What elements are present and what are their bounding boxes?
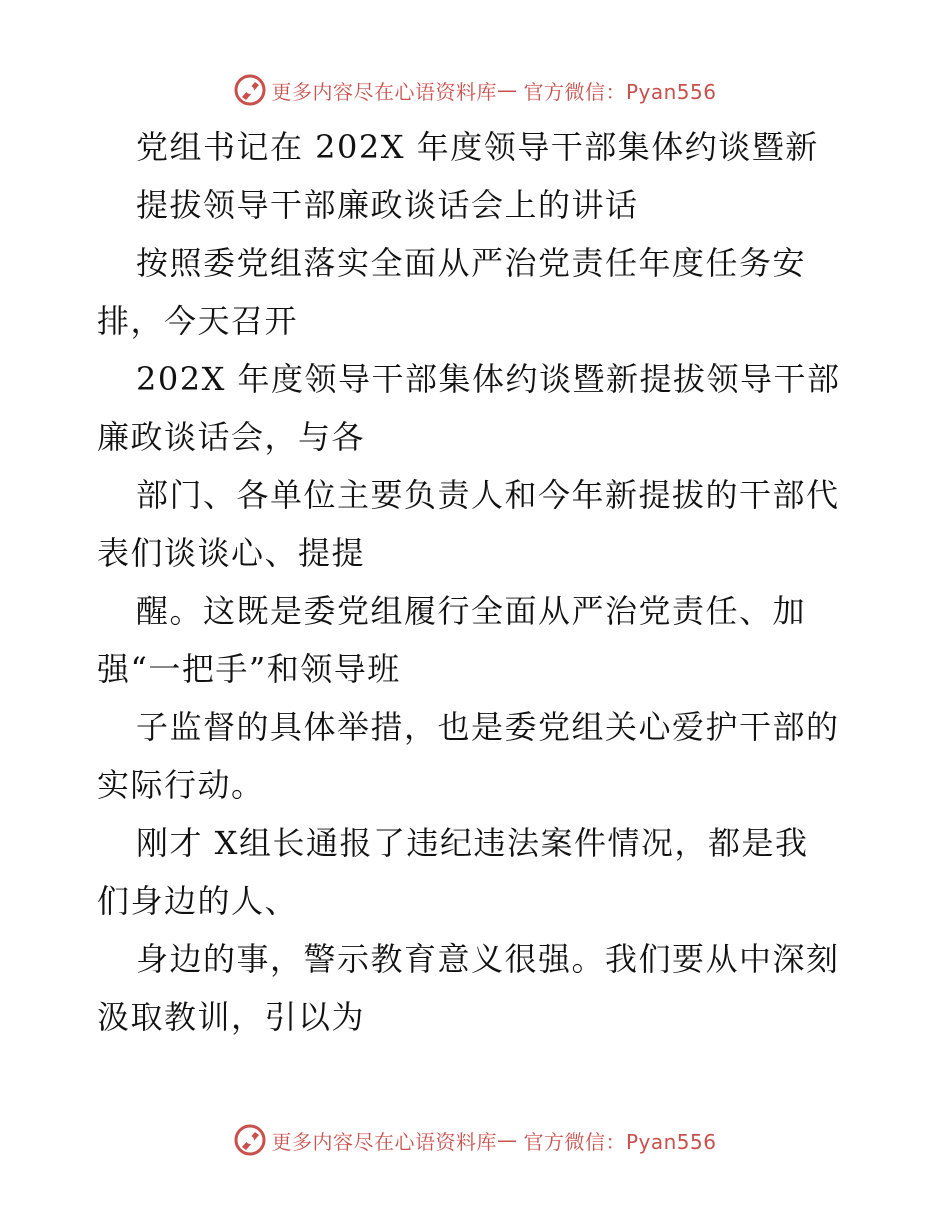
body-line: 部门、各单位主要负责人和今年新提拔的干部代	[136, 476, 840, 514]
title-line-2: 提拔领导干部廉政谈话会上的讲话	[136, 186, 639, 224]
body-line: 廉政谈话会，与各	[97, 418, 366, 456]
watermark-dash: —	[496, 1128, 518, 1152]
body-line: 实际行动。	[97, 766, 265, 804]
body-line: 们身边的人、	[97, 882, 299, 920]
body-line: 身边的事，警示教育意义很强。我们要从中深刻	[136, 940, 840, 978]
watermark-text: 更多内容尽在心语资料库	[271, 1129, 497, 1154]
header-watermark	[0, 70, 950, 110]
body-line: 排，今天召开	[97, 302, 299, 340]
watermark-dash: —	[496, 78, 518, 102]
body-line: 汲取教训，引以为	[97, 998, 366, 1036]
body-line: 202X 年度领导干部集体约谈暨新提拔领导干部	[136, 360, 841, 398]
footer-watermark	[0, 1120, 950, 1160]
body-line: 刚才 X组长通报了违纪违法案件情况，都是我	[136, 824, 809, 862]
title-line-1: 党组书记在 202X 年度领导干部集体约谈暨新	[136, 128, 819, 166]
body-line: 醒。这既是委党组履行全面从严治党责任、加	[136, 592, 807, 630]
body-line: 强“一把手”和领导班	[97, 650, 401, 688]
watermark-wechat: 官方微信：Pyan556	[523, 79, 717, 104]
pen-logo-icon	[233, 1123, 267, 1157]
body-line: 表们谈谈心、提提	[97, 534, 366, 572]
pen-logo-icon	[233, 73, 267, 107]
body-line: 子监督的具体举措，也是委党组关心爱护干部的	[136, 708, 840, 746]
body-line: 按照委党组落实全面从严治党责任年度任务安	[136, 244, 807, 282]
watermark-text: 更多内容尽在心语资料库	[271, 79, 497, 104]
watermark-wechat: 官方微信：Pyan556	[523, 1129, 717, 1154]
